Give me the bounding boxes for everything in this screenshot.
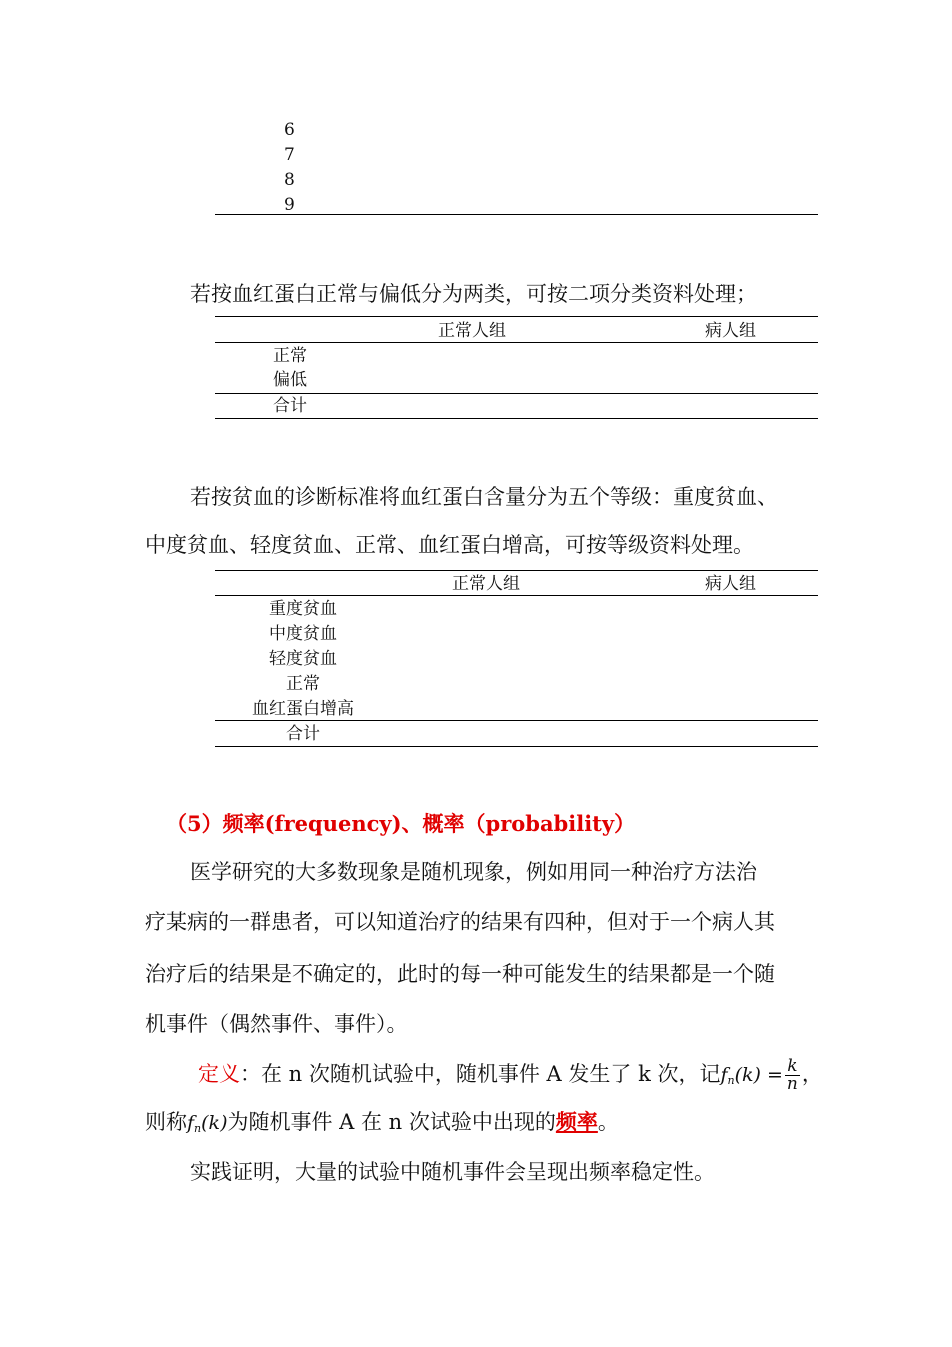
definition-text: ：在 n 次随机试验中，随机事件 A 发生了 k 次，记 bbox=[240, 1062, 721, 1086]
line2-end: 。 bbox=[597, 1110, 619, 1134]
grade-table-total-rule bbox=[215, 720, 818, 721]
grade-row-moderate: 中度贫血 bbox=[269, 624, 337, 644]
grade-table-bottom-rule bbox=[215, 746, 818, 747]
line2-formula-subscript: n bbox=[194, 1122, 202, 1135]
binary-table-top-rule bbox=[215, 316, 818, 317]
section-heading: （5）频率(frequency)、概率（probability） bbox=[166, 811, 636, 836]
grade-row-elevated: 血红蛋白增高 bbox=[252, 699, 354, 719]
binary-table-header-rule bbox=[215, 342, 818, 343]
binary-col-normal-group: 正常人组 bbox=[438, 321, 506, 341]
definition-line-2 bbox=[145, 1110, 619, 1141]
list-number-6: 6 bbox=[284, 120, 295, 140]
grade-row-total: 合计 bbox=[286, 724, 320, 744]
frequency-term: 频率 bbox=[555, 1109, 598, 1134]
list-number-9: 9 bbox=[284, 195, 295, 215]
grade-row-normal: 正常 bbox=[286, 674, 320, 694]
binary-col-patient-group: 病人组 bbox=[705, 321, 756, 341]
grade-col-patient-group: 病人组 bbox=[705, 574, 756, 594]
formula-f: f bbox=[720, 1064, 728, 1086]
formula-arg: (k) = bbox=[734, 1064, 783, 1086]
para-line-4: 机事件（偶然事件、事件）。 bbox=[145, 1012, 408, 1036]
definition-end: ， bbox=[801, 1062, 823, 1086]
list-number-7: 7 bbox=[284, 145, 295, 165]
binary-row-low: 偏低 bbox=[273, 370, 307, 390]
grade-row-mild: 轻度贫血 bbox=[269, 649, 337, 669]
line2-text: 为随机事件 A 在 n 次试验中出现的 bbox=[227, 1110, 556, 1134]
para-line-3: 治疗后的结果是不确定的，此时的每一种可能发生的结果都是一个随 bbox=[145, 962, 775, 986]
grade-row-severe: 重度贫血 bbox=[269, 599, 337, 619]
binary-row-total: 合计 bbox=[273, 396, 307, 416]
frequency-formula bbox=[720, 1064, 782, 1086]
list-number-8: 8 bbox=[284, 170, 295, 190]
grade-intro-line1: 若按贫血的诊断标准将血红蛋白含量分为五个等级：重度贫血、 bbox=[190, 485, 778, 509]
grade-table-top-rule bbox=[215, 570, 818, 571]
binary-row-normal: 正常 bbox=[273, 346, 307, 366]
para-line-1: 医学研究的大多数现象是随机现象，例如用同一种治疗方法治 bbox=[190, 860, 757, 884]
binary-table-bottom-rule bbox=[215, 418, 818, 419]
line2-formula-f: f bbox=[187, 1112, 195, 1134]
definition-line bbox=[198, 1058, 823, 1093]
grade-intro-line2: 中度贫血、轻度贫血、正常、血红蛋白增高，可按等级资料处理。 bbox=[145, 533, 754, 557]
formula-subscript: n bbox=[727, 1074, 735, 1087]
table-bottom-rule bbox=[215, 214, 818, 215]
fraction-denominator: n bbox=[786, 1074, 798, 1094]
line2-prefix: 则称 bbox=[145, 1110, 187, 1134]
grade-col-normal-group: 正常人组 bbox=[452, 574, 520, 594]
line2-formula-arg: (k) bbox=[201, 1112, 228, 1134]
definition-label: 定义 bbox=[198, 1062, 240, 1086]
fraction-numerator: k bbox=[785, 1058, 800, 1076]
para-line-2: 疗某病的一群患者，可以知道治疗的结果有四种，但对于一个病人其 bbox=[145, 910, 775, 934]
conclusion: 实践证明，大量的试验中随机事件会呈现出频率稳定性。 bbox=[190, 1160, 715, 1184]
line2-formula bbox=[187, 1112, 227, 1134]
grade-table-header-rule bbox=[215, 595, 818, 596]
formula-fraction bbox=[785, 1058, 800, 1093]
binary-intro: 若按血红蛋白正常与偏低分为两类，可按二项分类资料处理； bbox=[190, 282, 757, 306]
